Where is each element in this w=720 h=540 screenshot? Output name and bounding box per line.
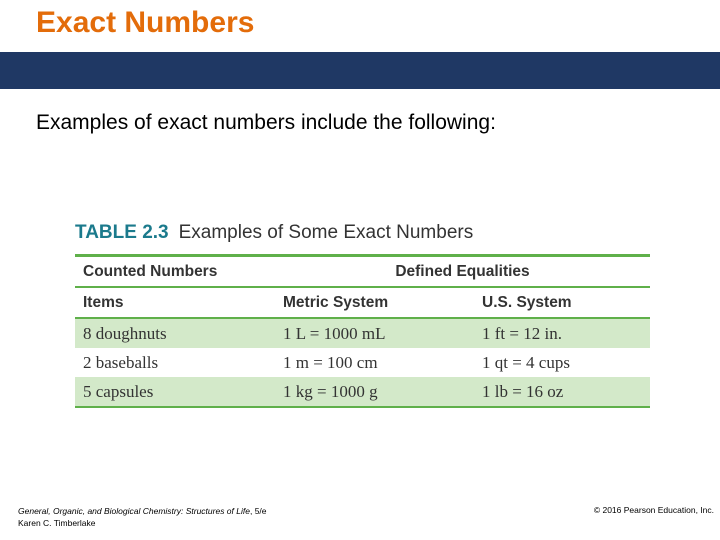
table-label: TABLE 2.3 [75, 222, 169, 243]
table-subheader-row [75, 287, 650, 318]
footer-edition: , 5/e [249, 506, 267, 516]
header-metric-system: Metric System [275, 287, 474, 318]
table-row [75, 348, 650, 377]
table-cell: 8 doughnuts [75, 318, 275, 348]
table-header-row [75, 256, 650, 288]
table-caption [75, 222, 473, 244]
table-caption-text: Examples of Some Exact Numbers [178, 222, 474, 243]
exact-numbers-table [75, 254, 650, 408]
header-counted-numbers: Counted Numbers [75, 256, 275, 288]
table-row [75, 318, 650, 348]
footer-book-title: General, Organic, and Biological Chemistry: Structures of Life [18, 506, 250, 516]
table-cell: 2 baseballs [75, 348, 275, 377]
table-cell: 5 capsules [75, 377, 275, 407]
slide-title: Exact Numbers [36, 6, 255, 39]
footer-citation [18, 505, 267, 529]
footer-copyright: © 2016 Pearson Education, Inc. [593, 505, 714, 515]
header-items: Items [75, 287, 275, 318]
table-row [75, 377, 650, 407]
intro-text: Examples of exact numbers include the following: [36, 111, 496, 134]
table-cell: 1 kg = 1000 g [275, 377, 474, 407]
table-cell: 1 ft = 12 in. [474, 318, 650, 348]
header-defined-equalities: Defined Equalities [275, 256, 650, 288]
header-us-system: U.S. System [474, 287, 650, 318]
table-cell: 1 qt = 4 cups [474, 348, 650, 377]
title-bar [0, 52, 720, 89]
table-cell: 1 L = 1000 mL [275, 318, 474, 348]
table-cell: 1 m = 100 cm [275, 348, 474, 377]
footer-author: Karen C. Timberlake [18, 518, 96, 528]
table-cell: 1 lb = 16 oz [474, 377, 650, 407]
